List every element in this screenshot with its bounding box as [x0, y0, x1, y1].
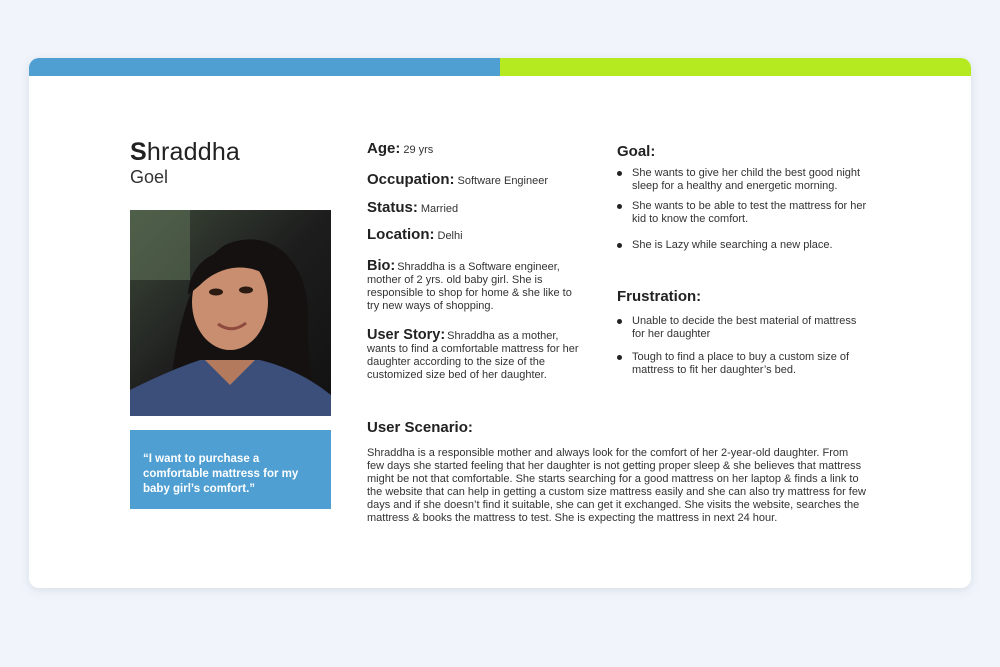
bio-text: Shraddha is a Software engineer, mother of 2 yrs. old baby girl. She is responsible to shop for home & she like to try new ways of shopping. — [367, 261, 572, 312]
user-scenario-text: Shraddha is a responsible mother and always look for the comfort of her 2-year-old daughter. From few days she started feeling that her daughter is not getting proper sleep & she believes that mattress might be not that comfortable. She starts searching for a good mattress on her laptop & finds a link to the website that can help in getting a custom size mattress easily and she can also try mattress for few days and if she doesn’t find it suitable, she can get it exchanged. She visits the website, searches the mattress & books the mattress to test. She is expecting the mattress in next 24 hour. — [367, 447, 866, 524]
portrait-illustration — [130, 210, 331, 416]
goal-item: She wants to be able to test the mattress for her kid to know the comfort. — [617, 200, 867, 226]
first-name-initial: S — [130, 138, 147, 166]
persona-quote: “I want to purchase a comfortable mattress for my baby girl’s comfort.” — [130, 430, 331, 509]
bio-label: Bio: — [367, 258, 396, 274]
user-story-section — [367, 329, 582, 382]
frustration-list — [617, 315, 867, 377]
persona-photo — [130, 210, 331, 416]
first-name-rest: hraddha — [146, 138, 241, 166]
persona-first-name — [130, 138, 240, 167]
status-value: Married — [420, 203, 459, 215]
goal-item: She wants to give her child the best good night sleep for a healthy and energetic morning. — [617, 167, 867, 193]
goal-item: She is Lazy while searching a new place. — [617, 239, 867, 252]
top-accent-bar-blue — [29, 58, 500, 76]
frustration-item: Tough to find a place to buy a custom size of mattress to fit her daughter’s bed. — [617, 351, 867, 377]
user-story-text: Shraddha as a mother, wants to find a comfortable mattress for her daughter according to the size of the customized size bed of her daughter. — [367, 330, 579, 381]
goal-list — [617, 167, 867, 252]
persona-card — [29, 58, 971, 588]
status-label: Status: — [367, 199, 418, 216]
persona-last-name: Goel — [130, 167, 169, 187]
location-field — [367, 226, 463, 243]
user-story-label: User Story: — [367, 327, 446, 343]
user-scenario-title: User Scenario: — [367, 419, 473, 436]
location-label: Location: — [367, 226, 435, 243]
age-label: Age: — [367, 140, 401, 157]
occupation-field — [367, 171, 548, 188]
age-value: 29 yrs — [403, 144, 434, 156]
bio-section — [367, 260, 582, 313]
frustration-title: Frustration: — [617, 288, 702, 305]
goal-title: Goal: — [617, 143, 656, 160]
top-accent-bar-green — [500, 58, 971, 76]
occupation-label: Occupation: — [367, 171, 455, 188]
age-field — [367, 140, 433, 157]
frustration-item: Unable to decide the best material of mattress for her daughter — [617, 315, 867, 341]
status-field — [367, 199, 458, 216]
location-value: Delhi — [437, 230, 463, 242]
occupation-value: Software Engineer — [457, 175, 549, 187]
